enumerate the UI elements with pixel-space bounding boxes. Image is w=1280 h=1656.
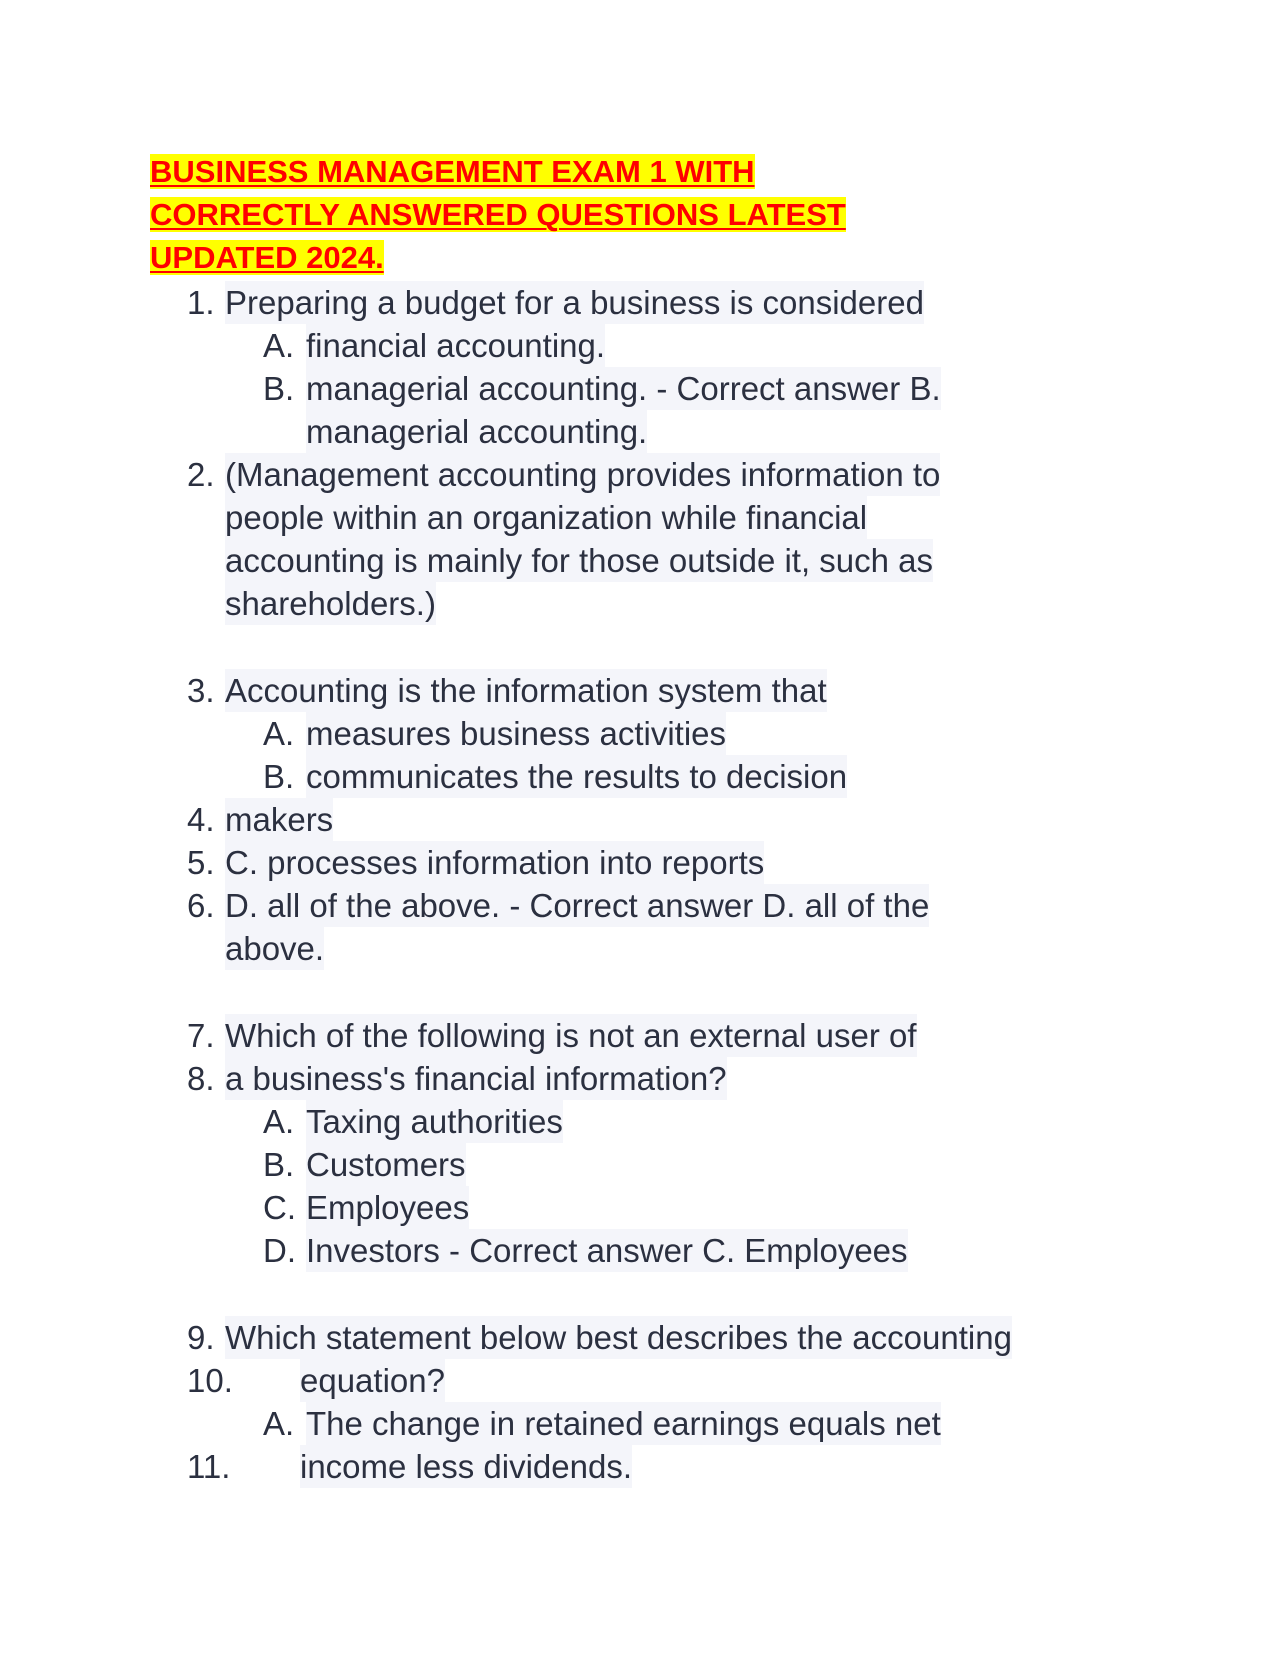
option-text: measures business activities — [306, 712, 726, 755]
title-line-1: BUSINESS MANAGEMENT EXAM 1 WITH — [150, 154, 755, 189]
option-letter: B. — [263, 758, 295, 795]
item-number: 8. — [187, 1060, 215, 1097]
option-text: managerial accounting. — [306, 410, 647, 453]
option-text: Taxing authorities — [306, 1100, 563, 1143]
item-text: Preparing a budget for a business is considered — [225, 281, 924, 324]
item-number: 11. — [187, 1448, 231, 1485]
option-letter: D. — [263, 1232, 296, 1269]
item-text: income less dividends. — [300, 1445, 632, 1488]
item-text: C. processes information into reports — [225, 841, 764, 884]
item-text: people within an organization while financial — [225, 496, 867, 539]
item-number: 6. — [187, 887, 215, 924]
item-number: 1. — [187, 284, 215, 321]
option-text: The change in retained earnings equals net — [306, 1402, 941, 1445]
option-letter: B. — [263, 1146, 295, 1183]
option-text: managerial accounting. - Correct answer B. — [306, 367, 941, 410]
option-letter: A. — [263, 327, 295, 364]
document-title — [150, 150, 1050, 279]
item-text: equation? — [300, 1359, 445, 1402]
option-text: Investors - Correct answer C. Employees — [306, 1229, 908, 1272]
item-number: 5. — [187, 844, 215, 881]
item-number: 4. — [187, 801, 215, 838]
option-letter: A. — [263, 1103, 295, 1140]
option-letter: A. — [263, 1405, 295, 1442]
item-text: Which statement below best describes the accounting — [225, 1316, 1012, 1359]
option-letter: C. — [263, 1189, 296, 1226]
item-number: 7. — [187, 1017, 215, 1054]
option-text: financial accounting. — [306, 324, 605, 367]
item-number: 9. — [187, 1319, 215, 1356]
item-text: Accounting is the information system that — [225, 669, 827, 712]
option-letter: B. — [263, 370, 295, 407]
item-text: accounting is mainly for those outside it, such as — [225, 539, 933, 582]
item-text: Which of the following is not an external user of — [225, 1014, 917, 1057]
item-text: a business's financial information? — [225, 1057, 727, 1100]
item-text: (Management accounting provides information to — [225, 453, 940, 496]
item-number: 2. — [187, 456, 215, 493]
option-text: communicates the results to decision — [306, 755, 847, 798]
option-text: Employees — [306, 1186, 469, 1229]
item-number: 10. — [187, 1362, 233, 1399]
option-text: Customers — [306, 1143, 466, 1186]
item-text: shareholders.) — [225, 582, 436, 625]
option-letter: A. — [263, 715, 295, 752]
title-line-2: CORRECTLY ANSWERED QUESTIONS LATEST — [150, 197, 846, 232]
item-number: 3. — [187, 672, 215, 709]
title-line-3: UPDATED 2024. — [150, 240, 384, 275]
item-text: D. all of the above. - Correct answer D. all of the — [225, 884, 929, 927]
item-text: makers — [225, 798, 333, 841]
item-text: above. — [225, 927, 324, 970]
